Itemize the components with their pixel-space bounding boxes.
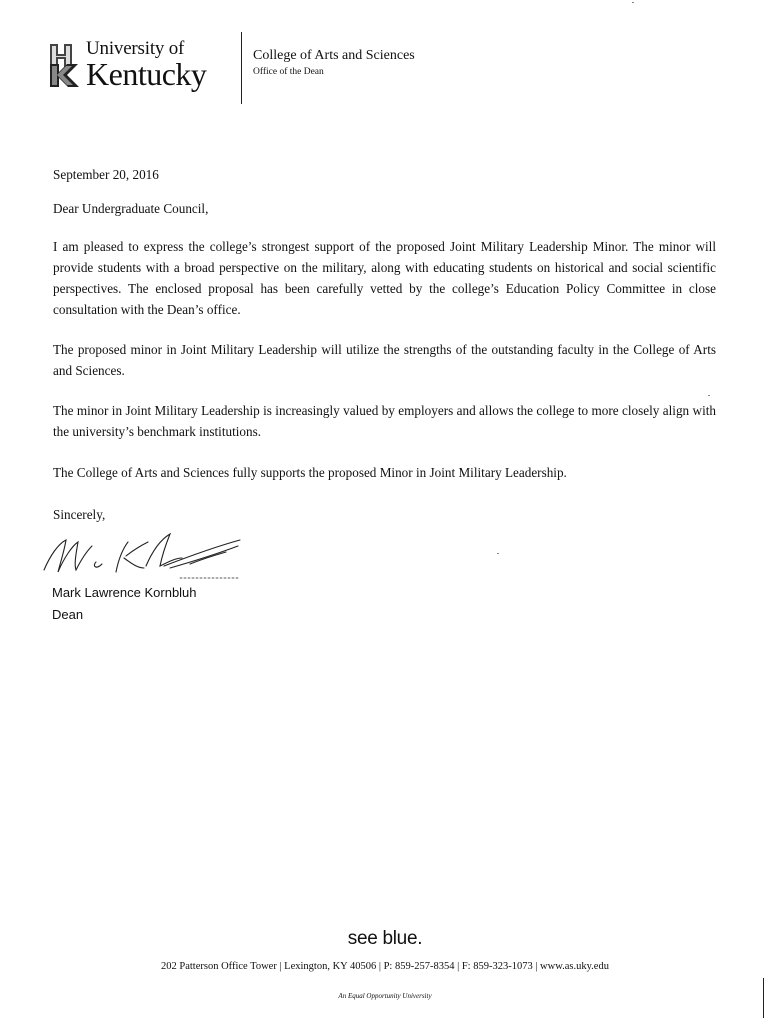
salutation: Dear Undergraduate Council, (53, 201, 209, 216)
uk-logo-icon (48, 42, 84, 88)
scan-speck (632, 2, 634, 3)
eoe-statement: An Equal Opportunity University (338, 992, 432, 1000)
office-name: Office of the Dean (253, 67, 324, 77)
closing: Sincerely, (53, 507, 106, 522)
college-name: College of Arts and Sciences (253, 48, 415, 63)
letter-date: September 20, 2016 (53, 167, 159, 182)
paragraph-3: The minor in Joint Military Leadership is increasingly valued by employers and allows the college to more closely align with the university’s benchmark institutions. (53, 403, 716, 439)
university-name-line1: University of (86, 38, 185, 59)
letterhead-divider (241, 32, 242, 104)
university-name-line2: Kentucky (86, 56, 207, 92)
signer-title: Dean (52, 607, 84, 622)
signer-name: Mark Lawrence Kornbluh (52, 585, 197, 600)
scan-speck (497, 553, 499, 554)
seeblue-logo: see blue. (347, 928, 423, 949)
paragraph-2: The proposed minor in Joint Military Leadership will utilize the strengths of the outstanding faculty in the College of Arts and Sciences. (53, 342, 716, 378)
footer-contact: 202 Patterson Office Tower | Lexington, KY 40506 | P: 859-257-8354 | F: 859-323-1073 | www.as.uky.edu (161, 961, 609, 972)
paragraph-4: The College of Arts and Sciences fully supports the proposed Minor in Joint Military Leadership. (53, 465, 567, 480)
paragraph-1: I am pleased to express the college’s strongest support of the proposed Joint Military Leadership Minor. The minor will provide students with a broad perspective on the military, along with educating students on historical and social scientific perspectives. The enclosed proposal has been carefully vetted by the college’s Education Policy Committee in close consultation with the Dean’s office. (53, 239, 716, 317)
page-edge-mark (763, 978, 764, 1018)
scan-speck (708, 395, 710, 396)
signature-image (40, 522, 245, 584)
